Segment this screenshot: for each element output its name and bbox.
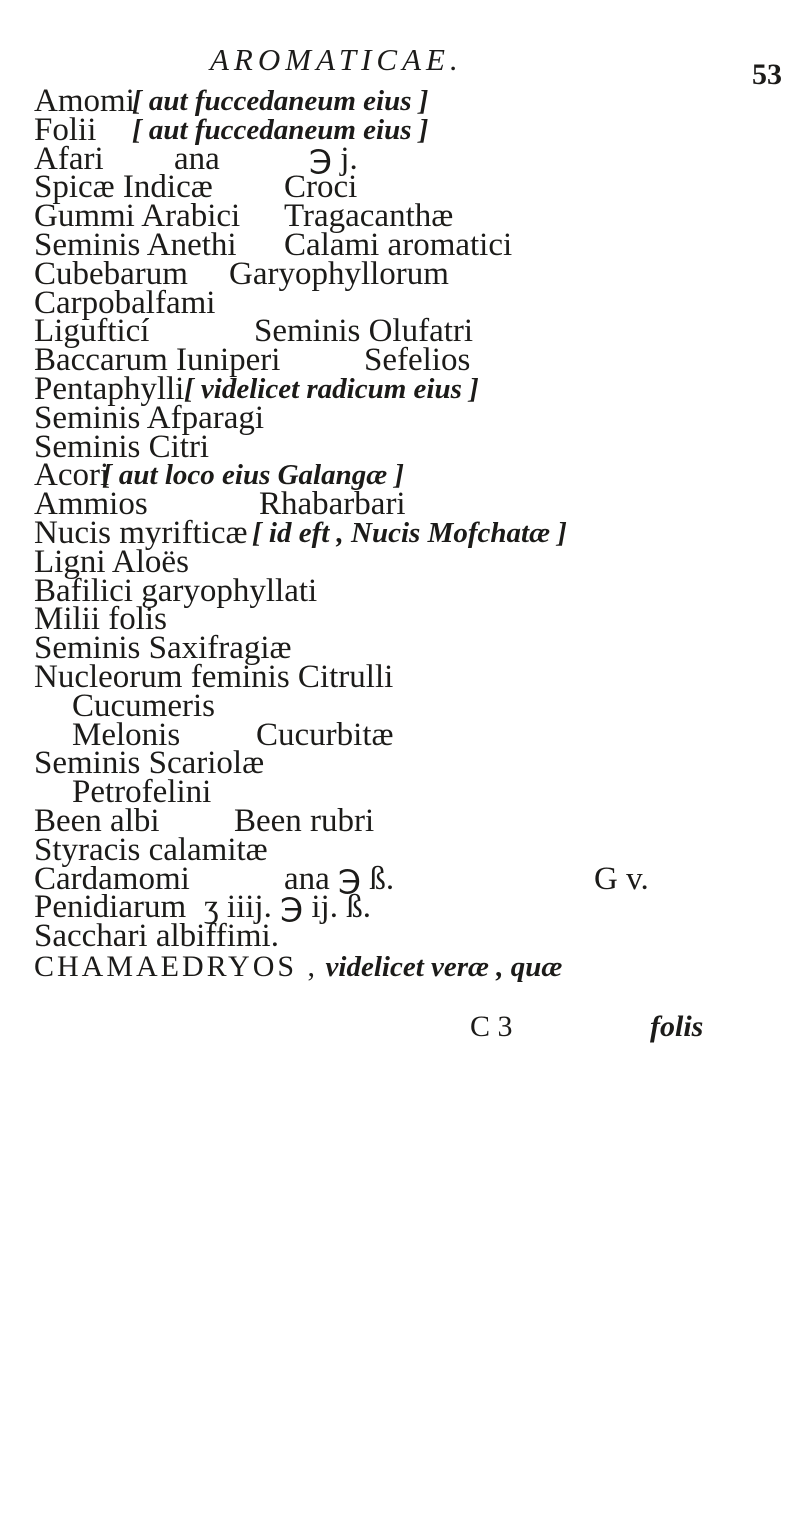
running-head: AROMATICAE. — [210, 42, 463, 77]
ingredient-name-col2: Seminis Olufatri — [254, 313, 474, 350]
ingredient-name: Seminis Afparagi — [34, 399, 265, 436]
ingredient-name: Petrofelini — [72, 774, 212, 811]
ingredient-name: Seminis Saxifragiæ — [34, 630, 292, 667]
ingredient-name: Afari — [34, 140, 104, 177]
ingredient-note: [ aut loco eius Galangæ ] — [102, 459, 405, 492]
ingredient-name: Cucumeris — [72, 687, 215, 724]
ingredient-name: Been albi — [34, 803, 160, 839]
ingredient-name: Milii folis — [34, 601, 167, 638]
ingredient-note: [ videlicet radicum eius ] — [184, 373, 479, 405]
footer-text-italic: videlicet veræ , quæ — [325, 951, 563, 983]
ingredient-name: Ligufticí — [34, 313, 150, 350]
ingredient-name-col2: ana ℈ ß. — [284, 860, 395, 897]
ingredient-name-col2: Garyophyllorum — [229, 255, 449, 292]
ingredient-name-col2: ʒ iiij. ℈ ij. ß. — [204, 889, 371, 926]
ingredient-name-col2: Been rubri — [234, 803, 375, 839]
signature-mark: C 3 — [470, 1010, 513, 1043]
ingredient-name: Styracis calamitæ — [34, 831, 268, 868]
ingredient-name: Cubebarum — [34, 255, 188, 292]
ingredient-name: Melonis — [72, 716, 181, 753]
ingredient-name: Baccarum Iuniperi — [34, 342, 281, 379]
dosage: ℈ j. — [309, 140, 358, 177]
ingredient-name: Nucleorum feminis Citrulli — [34, 659, 394, 695]
ingredient-name: Folii — [34, 111, 97, 148]
ingredient-name-col2: ana — [174, 140, 220, 177]
ingredient-name: Penidiarum — [34, 889, 187, 926]
ingredient-name: Acori — [34, 457, 110, 494]
ingredient-name: Seminis Citri — [34, 428, 210, 465]
ingredient-name: Seminis Scariolæ — [34, 745, 265, 782]
ingredient-name: Cardamomi — [34, 860, 190, 897]
ingredient-name: Spicæ Indicæ — [34, 169, 213, 206]
catchword: folis — [650, 1010, 704, 1043]
ingredient-name: Carpobalfami — [34, 284, 216, 321]
ingredient-name: Sacchari albiffimi. — [34, 918, 279, 955]
ingredient-name-col2: Cucurbitæ — [256, 716, 394, 753]
ingredient-name: Amomi — [34, 83, 135, 119]
ingredient-name: Pentaphylli — [34, 371, 185, 407]
ingredient-name-col2: Rhabarbari — [259, 486, 406, 523]
ingredient-name: Gummi Arabici — [34, 198, 241, 235]
ingredient-note: [ id eft , Nucis Mofchatæ ] — [252, 517, 567, 549]
ingredient-name: Seminis Anethi — [34, 227, 237, 263]
footer-line — [34, 948, 562, 986]
page-number: 53 — [752, 58, 782, 91]
ingredient-note: [ aut fuccedaneum eius ] — [132, 85, 429, 117]
ingredient-name: Bafilici garyophyllati — [34, 572, 318, 609]
ingredient-name-col2: Croci — [284, 169, 358, 206]
ingredient-name: Ligni Aloës — [34, 543, 189, 580]
ingredient-name-col2: Sefelios — [364, 342, 471, 379]
ingredient-name-col2: Tragacanthæ — [284, 198, 454, 235]
ingredient-name: Ammios — [34, 486, 148, 523]
footer-text-smallcaps: CHAMAEDRYOS , — [34, 950, 319, 983]
dosage: G v. — [594, 860, 649, 897]
ingredient-name-col2: Calami aromatici — [284, 227, 513, 263]
ingredient-note: [ aut fuccedaneum eius ] — [132, 113, 429, 146]
ingredient-name: Nucis myrifticæ — [34, 515, 248, 551]
